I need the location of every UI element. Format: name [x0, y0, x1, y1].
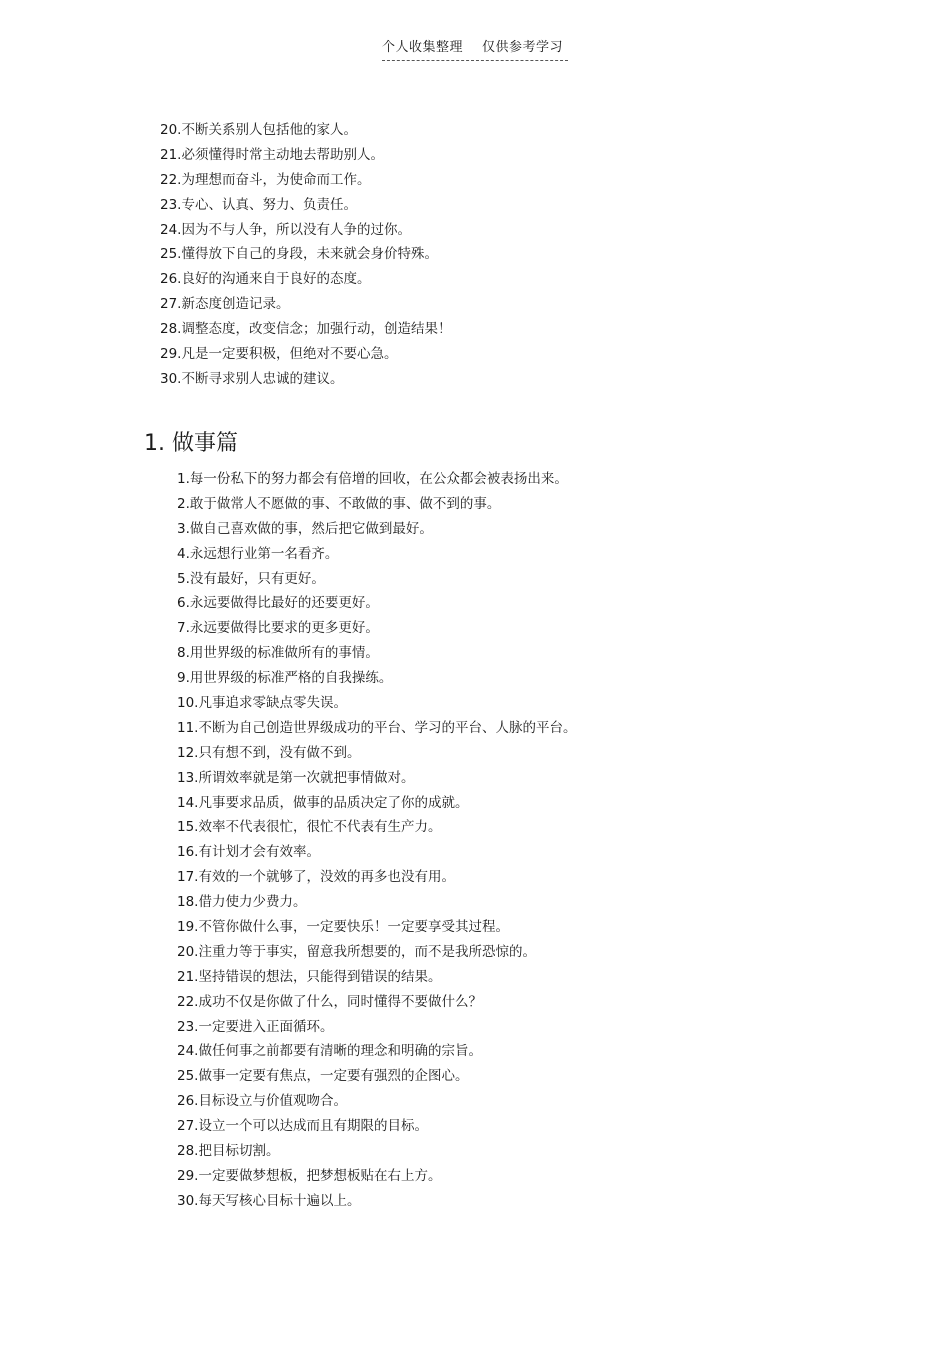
list-item: 26.目标设立与价值观吻合。 — [177, 1093, 347, 1110]
list-item: 20.不断关系别人包括他的家人。 — [160, 122, 357, 138]
list-item: 27.新态度创造记录。 — [160, 296, 290, 313]
list-item: 7.永远要做得比要求的更多更好。 — [177, 620, 379, 637]
list-item: 25.懂得放下自己的身段，未来就会身价特殊。 — [160, 246, 438, 263]
list-item: 1.每一份私下的努力都会有倍增的回收，在公众都会被表扬出来。 — [177, 471, 568, 487]
list-item: 23.专心、认真、努力、负责任。 — [160, 196, 357, 213]
list-item: 25.做事一定要有焦点，一定要有强烈的企图心。 — [177, 1068, 469, 1085]
list-item: 24.因为不与人争，所以没有人争的过你。 — [160, 221, 411, 238]
list-item: 23.一定要进入正面循环。 — [177, 1018, 334, 1035]
list-item: 22.成功不仅是你做了什么，同时懂得不要做什么？ — [177, 993, 482, 1010]
doing-things-list — [177, 467, 576, 1214]
list-item: 2.敢于做常人不愿做的事、不敢做的事、做不到的事。 — [177, 495, 501, 512]
section-heading: 1. 做事篇 — [144, 431, 238, 456]
list-item: 5.没有最好，只有更好。 — [177, 570, 325, 587]
list-item: 13.所谓效率就是第一次就把事情做对。 — [177, 769, 415, 786]
list-item: 20.注重力等于事实，留意我所想要的，而不是我所恐惊的。 — [177, 943, 536, 960]
list-item: 30.每天写核心目标十遍以上。 — [177, 1192, 361, 1209]
list-item: 9.用世界级的标准严格的自我操练。 — [177, 670, 393, 687]
list-item: 28.调整态度，改变信念；加强行动，创造结果！ — [160, 321, 452, 338]
list-item: 6.永远要做得比最好的还要更好。 — [177, 595, 379, 612]
list-item: 21.坚持错误的想法，只能得到错误的结果。 — [177, 968, 442, 985]
list-item: 21.必须懂得时常主动地去帮助别人。 — [160, 146, 384, 163]
attitude-list-continued — [160, 118, 451, 392]
header-right-text: 仅供参考学习 — [482, 40, 564, 55]
list-item: 16.有计划才会有效率。 — [177, 844, 320, 861]
list-item: 14.凡事要求品质，做事的品质决定了你的成就。 — [177, 794, 469, 811]
page-header — [382, 40, 568, 61]
header-left-text: 个人收集整理 — [382, 40, 464, 55]
list-item: 30.不断寻求别人忠诚的建议。 — [160, 370, 344, 387]
list-item: 28.把目标切割。 — [177, 1143, 280, 1160]
list-item: 18.借力使力少费力。 — [177, 894, 307, 911]
list-item: 3.做自己喜欢做的事，然后把它做到最好。 — [177, 520, 433, 537]
list-item: 4.永远想行业第一名看齐。 — [177, 545, 339, 562]
list-item: 12.只有想不到，没有做不到。 — [177, 744, 361, 761]
list-item: 19.不管你做什么事，一定要快乐！一定要享受其过程。 — [177, 919, 509, 936]
list-item: 11.不断为自己创造世界级成功的平台、学习的平台、人脉的平台。 — [177, 719, 577, 736]
list-item: 26.良好的沟通来自于良好的态度。 — [160, 271, 371, 288]
list-item: 10.凡事追求零缺点零失误。 — [177, 695, 347, 712]
list-item: 8.用世界级的标准做所有的事情。 — [177, 645, 379, 662]
list-item: 22.为理想而奋斗，为使命而工作。 — [160, 171, 371, 188]
list-item: 29.一定要做梦想板，把梦想板贴在右上方。 — [177, 1167, 442, 1184]
list-item: 15.效率不代表很忙，很忙不代表有生产力。 — [177, 819, 442, 836]
list-item: 17.有效的一个就够了，没效的再多也没有用。 — [177, 869, 455, 886]
list-item: 27.设立一个可以达成而且有期限的目标。 — [177, 1118, 428, 1135]
list-item: 24.做任何事之前都要有清晰的理念和明确的宗旨。 — [177, 1043, 482, 1060]
list-item: 29.凡是一定要积极，但绝对不要心急。 — [160, 346, 398, 363]
